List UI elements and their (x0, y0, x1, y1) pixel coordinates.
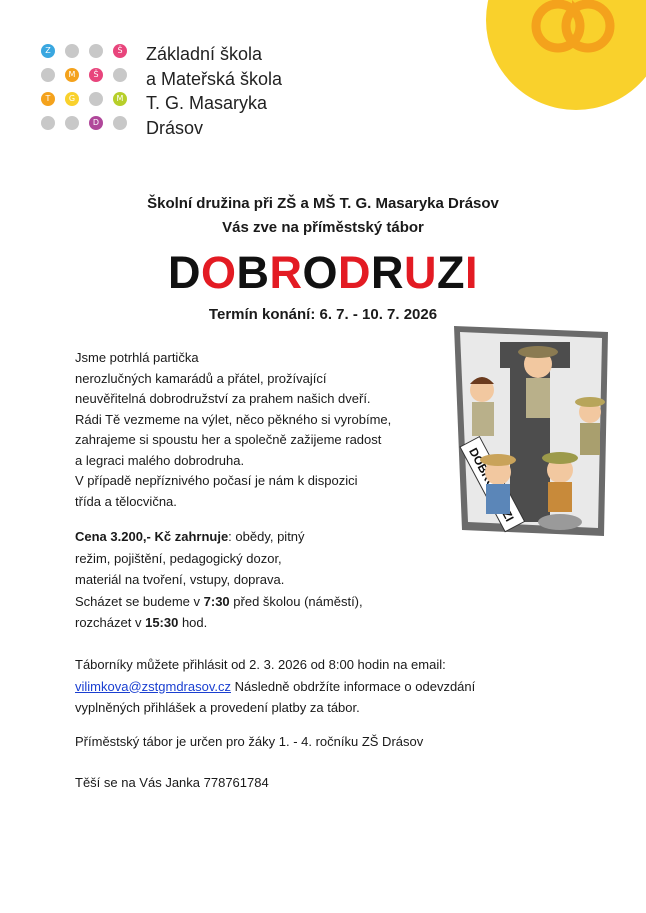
title-letter: O (200, 247, 237, 298)
closing-line: Těší se na Vás Janka 778761784 (75, 775, 269, 790)
sun-logo-decoration (486, 0, 646, 120)
registration-info: Následně obdržíte informace o odevzdání (231, 678, 476, 694)
logo-dot: D (89, 116, 103, 130)
organizer-heading: Školní družina při ZŠ a MŠ T. G. Masaryka Drásov (147, 195, 499, 212)
camp-title (0, 247, 646, 299)
intro-line: zahrajeme si spoustu her a společně zažijeme radost (75, 432, 382, 447)
school-name-line: Drásov (146, 117, 204, 138)
logo-dot: Š (89, 68, 103, 82)
logo-dot: Š (113, 44, 127, 58)
intro-line: třída a tělocvična. (75, 493, 177, 509)
logo-dot (89, 44, 103, 58)
school-logo (41, 44, 133, 136)
meet-time: 7:30 (203, 593, 230, 609)
intro-line: Jsme potrhlá partička (75, 350, 199, 365)
price-label: Cena 3.200,- Kč zahrnuje (75, 529, 229, 544)
registration-line: Táborníky můžete přihlásit od 2. 3. 2026 od 8:00 hodin na email: (75, 657, 446, 672)
price-section (75, 526, 435, 634)
intro-paragraph (75, 348, 455, 512)
meet-text: Scházet se budeme v (75, 593, 204, 609)
leave-suffix: hod. (178, 615, 208, 630)
leave-text: rozcházet v (75, 615, 146, 630)
registration-line: vyplněných přihlášek a provedení platby za tábor. (75, 700, 360, 715)
title-letter: B (236, 247, 270, 298)
email-link[interactable]: vilimkova@zstgmdrasov.cz (75, 678, 231, 694)
intro-line: a legraci malého dobrodruha. (75, 452, 245, 468)
title-letter: R (269, 247, 303, 298)
logo-dot (65, 44, 79, 58)
price-line: režim, pojištění, pedagogický dozor, (75, 550, 282, 566)
title-letter: I (465, 247, 479, 298)
logo-dot: M (113, 92, 127, 106)
registration-section (75, 654, 575, 719)
price-includes: : obědy, pitný (228, 529, 305, 544)
invite-heading: Vás zve na příměstský tábor (222, 219, 424, 236)
school-name-line: a Mateřská škola (146, 68, 283, 89)
logo-dot: M (65, 68, 79, 82)
date-line: Termín konání: 6. 7. - 10. 7. 2026 (208, 306, 438, 323)
logo-dot: T (41, 92, 55, 106)
registration-email-line (75, 676, 575, 698)
school-name-line: Základní škola (146, 44, 263, 64)
school-name-line: T. G. Masaryka (146, 93, 268, 113)
meet-line (75, 591, 435, 613)
school-name (146, 42, 282, 140)
target-group: Příměstský tábor je určen pro žáky 1. - 4. ročníku ZŠ Drásov (75, 734, 424, 749)
intro-line: Rádi Tě vezmeme na výlet, něco pěkného si vyrobíme, (75, 411, 392, 427)
price-line (75, 526, 435, 548)
price-line: materiál na tvoření, vstupy, doprava. (75, 572, 285, 587)
title-letter: R (371, 247, 404, 298)
title-letter: D (338, 247, 371, 298)
logo-dot (65, 116, 79, 130)
intro-line: V případě nepříznivého počasí je nám k dispozici (75, 473, 358, 488)
logo-dot: Z (41, 44, 55, 58)
title-letter: D (167, 247, 201, 298)
title-letter: U (404, 247, 437, 298)
logo-dot (113, 68, 127, 82)
logo-dot (89, 92, 103, 106)
logo-dot (113, 116, 127, 130)
meet-place: před školou (náměstí), (229, 593, 363, 609)
logo-dot (41, 68, 55, 82)
intro-line: nerozlučných kamarádů a přátel, prožívající (75, 370, 327, 386)
leave-line (75, 612, 435, 634)
title-letter: Z (437, 247, 465, 298)
logo-dot: G (65, 92, 79, 106)
leave-time: 15:30 (145, 615, 179, 630)
kids-explorers-illustration (440, 322, 610, 542)
logo-dot (41, 116, 55, 130)
intro-line: neuvěřitelná dobrodružství za prahem našich dveří. (75, 391, 371, 406)
title-letter: O (302, 247, 338, 298)
